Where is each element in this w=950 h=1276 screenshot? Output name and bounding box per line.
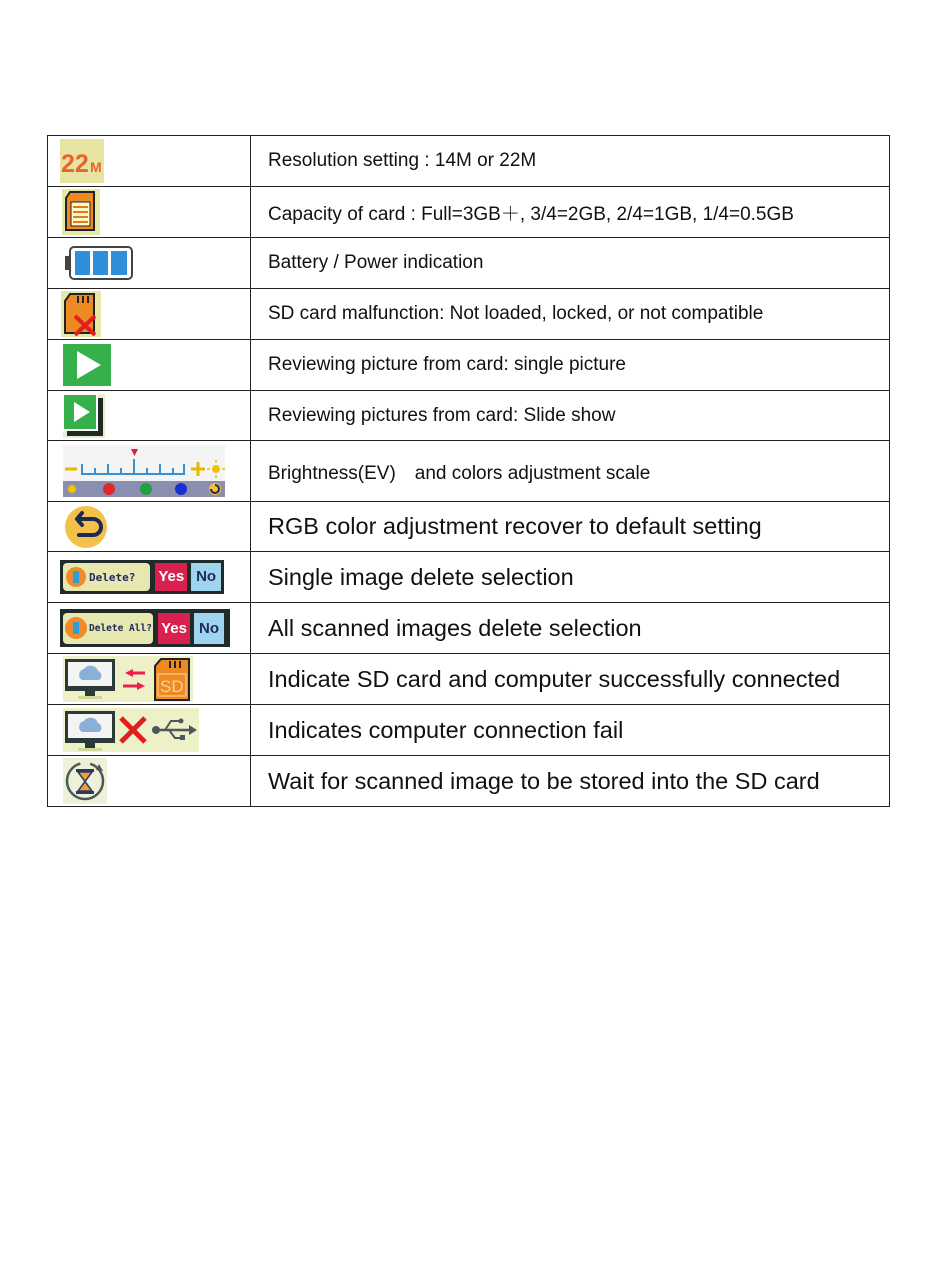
delete-single-dialog-icon: Delete? Yes No — [60, 560, 224, 594]
row-description: SD card malfunction: Not loaded, locked, or not compatible — [251, 289, 890, 340]
row-description: Battery / Power indication — [251, 238, 890, 289]
row-description: All scanned images delete selection — [251, 603, 890, 654]
computer-usb-fail-icon — [63, 708, 199, 752]
table-row — [48, 552, 890, 603]
table-row — [48, 238, 890, 289]
table-row — [48, 654, 890, 705]
trash-icon — [65, 617, 87, 639]
table-row — [48, 441, 890, 502]
table-row — [48, 603, 890, 654]
sd-card-error-icon — [61, 291, 101, 337]
play-slideshow-icon — [63, 394, 105, 438]
table-row — [48, 756, 890, 807]
table-row — [48, 289, 890, 340]
row-description: Capacity of card : Full=3GB＋, 3/4=2GB, 2/4=1GB, 1/4=0.5GB — [251, 187, 890, 238]
rgb-reset-icon — [63, 505, 109, 549]
sd-text: SD — [160, 677, 184, 696]
icon-legend-table — [47, 135, 890, 807]
svg-text:22: 22 — [61, 150, 89, 178]
resolution-22m-icon — [60, 139, 104, 183]
row-description: Indicate SD card and computer successfully connected — [251, 654, 890, 705]
row-description: RGB color adjustment recover to default setting — [251, 502, 890, 552]
hourglass-wait-icon — [63, 758, 107, 804]
table-row — [48, 340, 890, 391]
table-row — [48, 705, 890, 756]
table-row — [48, 391, 890, 441]
row-description: Single image delete selection — [251, 552, 890, 603]
row-description: Reviewing pictures from card: Slide show — [251, 391, 890, 441]
row-description: Reviewing picture from card: single picture — [251, 340, 890, 391]
trash-icon — [66, 567, 86, 587]
row-description: Wait for scanned image to be stored into the SD card — [251, 756, 890, 807]
battery-icon — [65, 246, 133, 280]
svg-text:M: M — [90, 159, 102, 175]
row-description: Indicates computer connection fail — [251, 705, 890, 756]
computer-sd-connected-icon — [63, 656, 193, 702]
table-row — [48, 136, 890, 187]
row-description: Brightness(EV) and colors adjustment scale — [251, 441, 890, 502]
play-single-icon — [63, 344, 111, 386]
sd-card-capacity-icon — [62, 189, 100, 235]
table-row — [48, 502, 890, 552]
delete-all-dialog-icon: Delete All? Yes No — [60, 609, 230, 647]
brightness-color-scale-icon — [63, 445, 225, 497]
row-description: Resolution setting : 14M or 22M — [251, 136, 890, 187]
table-row — [48, 187, 890, 238]
